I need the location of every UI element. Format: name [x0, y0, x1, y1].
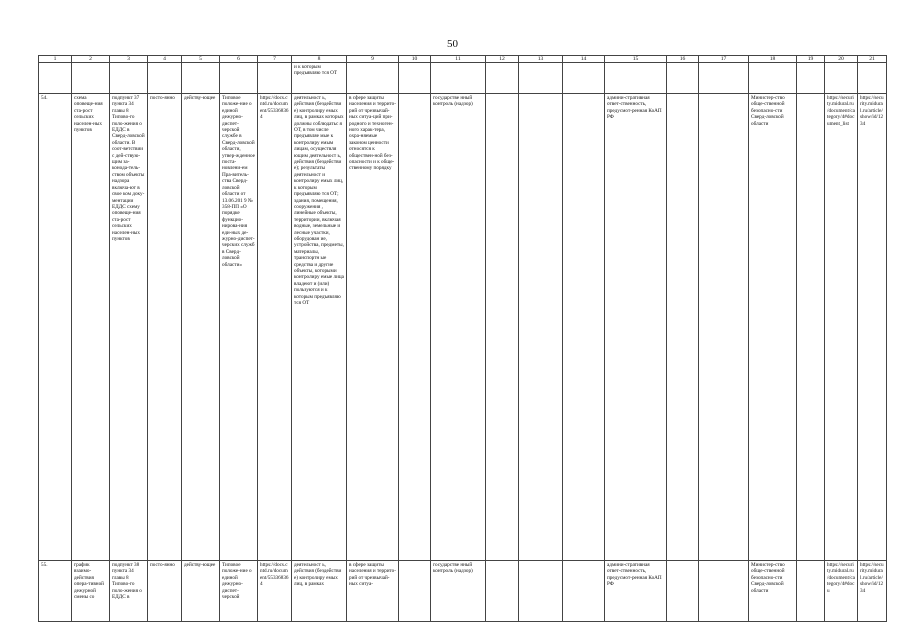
header-cell: 7 [258, 56, 292, 63]
header-cell: 3 [110, 56, 148, 63]
link-cell[interactable]: https://security.midural.ru/document/category/4#document_list [825, 94, 858, 561]
table-row [39, 561, 887, 622]
page-number: 50 [447, 38, 458, 50]
table-cell: график взаимо-действия опера-тивной дежурной смены со [72, 561, 110, 622]
header-cell: 17 [699, 56, 749, 63]
table-row [39, 94, 887, 561]
table-cell: деятельност ь, действия (бездействи е) контролиру емых лиц, в рамках [292, 561, 347, 622]
table-cell: схема оповеще-ния ста-рост сельских населен-ных пунктов [72, 94, 110, 561]
header-cell: 14 [563, 56, 605, 63]
row-number: 55. [39, 561, 72, 622]
table-cell: в сфере защиты населения и террито-рий от чрезвычай-ных ситуа-ций при-родного и техноген-ного харак-тера, охра-няемые законом ценности относятся к обществен-ной без-опасности и к обще-ственному порядку [347, 94, 399, 561]
table-cell: посто-янно [148, 94, 182, 561]
header-cell: 16 [667, 56, 699, 63]
link-cell[interactable]: https://security.midural.ru/article/show/id/1234 [858, 94, 887, 561]
table-cell: и к которым предъявляю тся ОТ [292, 63, 347, 94]
header-cell: 4 [148, 56, 182, 63]
table-cell: государстве нный контроль (надзор) [431, 561, 486, 622]
header-cell: 11 [431, 56, 486, 63]
table-cell: деятельност ь, действия (бездействи е) контролиру емых лиц, в рамках которых должны соблюдатьс я ОТ, в том числе предъявляе мые к контролиру емым лицам, осуществля ющим деятельност ь, действия (бездействи е); результаты деятельност и контролиру емых лиц, к которым предъявляю тся ОТ; здания, помещения, сооружения , линейные объекты, территории, включая водные, земельные и лесные участки, оборудован ие, устройства, предметы, материалы, транспортн ые средства и другие объекты, которыми контролиру емые лица владеют и (или) пользуются и к которым предъявляю тся ОТ [292, 94, 347, 561]
table-cell: админи-стративная ответ-ственность, предусмот-ренная КоАП РФ [605, 94, 667, 561]
header-cell: 19 [797, 56, 825, 63]
header-cell: 2 [72, 56, 110, 63]
table-cell: Типовое положе-ние о единой дежурно-диспет-черской [220, 561, 258, 622]
table-cell: посто-янно [148, 561, 182, 622]
table-cell: государстве нный контроль (надзор) [431, 94, 486, 561]
header-cell: 9 [347, 56, 399, 63]
header-cell: 15 [605, 56, 667, 63]
table-cell: Типовое положе-ние о единой дежурно-диспет-черской службе в Сверд-ловской области, утвер-жденное поста-новлени-ем Пра-витель-ства Сверд-ловской области от 13.06.201 9 № 358-ПП «О порядке функцио-нирова-ния еди-ных де-журно-диспет-черских служб в Сверд-ловской области» [220, 94, 258, 561]
header-cell: 5 [182, 56, 220, 63]
link-cell[interactable]: https://security.midural.ru/document/category/4#docu [825, 561, 858, 622]
header-cell: 18 [749, 56, 797, 63]
header-cell: 21 [858, 56, 887, 63]
header-row [39, 56, 887, 63]
table-cell: подпункт 38 пункта 34 главы 8 Типово-го поло-жения о ЕДДС в [110, 561, 148, 622]
table-cell: Министер-ство обще-ственной безопасно-сти Сверд-ловской области [749, 561, 797, 622]
table-cell: админи-стративная ответ-ственность, предусмот-ренная КоАП РФ [605, 561, 667, 622]
table-cell: действу-ющее [182, 561, 220, 622]
table-cell: подпункт 37 пункта 34 главы 8 Типово-го поло-жения о ЕДДС в Сверд-ловской области. В соот-ветствии с дей-ствую-щим за-конода-тель-ством объекты надзора включа-ют в свое ком доку-ментации ЕДДС схему оповеще-ния ста-рост сельских населен-ных пунктов [110, 94, 148, 561]
row-number: 54. [39, 94, 72, 561]
table-cell: действу-ющее [182, 94, 220, 561]
header-cell: 10 [399, 56, 431, 63]
regulation-table [38, 55, 887, 622]
header-cell: 6 [220, 56, 258, 63]
header-cell: 13 [519, 56, 563, 63]
header-cell: 8 [292, 56, 347, 63]
header-cell: 1 [39, 56, 72, 63]
table-cell: в сфере защиты населения и террито-рий от чрезвычай-ных ситуа- [347, 561, 399, 622]
link-cell[interactable]: https://docs.cntd.ru/document/553368364 [258, 561, 292, 622]
header-cell: 12 [486, 56, 519, 63]
header-cell: 20 [825, 56, 858, 63]
continuation-row [39, 63, 887, 94]
link-cell[interactable]: https://docs.cntd.ru/document/553368364 [258, 94, 292, 561]
link-cell[interactable]: https://security.midural.ru/article/show/id/1234 [858, 561, 887, 622]
table-cell: Министер-ство обще-ственной безопасно-сти Сверд-ловской области [749, 94, 797, 561]
